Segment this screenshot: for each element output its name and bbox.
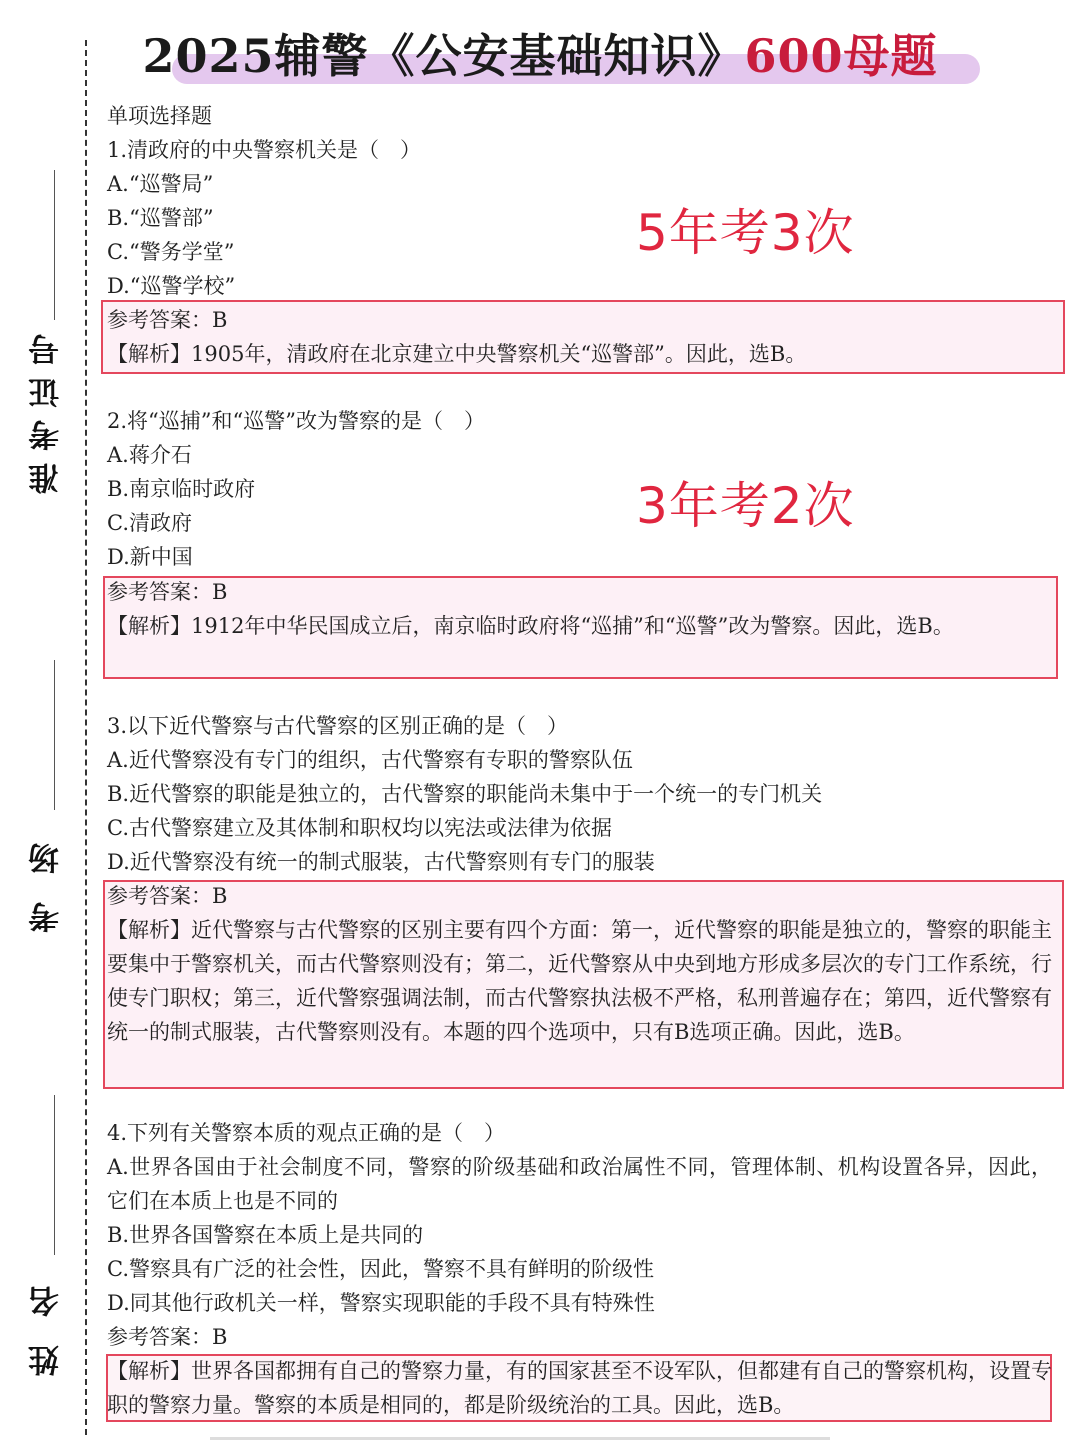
title-emphasis: 600母题: [744, 29, 938, 83]
bottom-rule: [210, 1437, 830, 1440]
option: B.近代警察的职能是独立的，古代警察的职能尚未集中于一个统一的专门机关: [107, 782, 823, 806]
option: A.世界各国由于社会制度不同，警察的阶级基础和政治属性不同，管理体制、机构设置各异，因此，它们在本质上也是不同的: [107, 1155, 1052, 1213]
title-main: 2025辅警《公安基础知识》: [142, 29, 745, 83]
page-title: [0, 20, 1080, 86]
answer-text: 参考答案：B: [107, 1325, 228, 1349]
option: C.古代警察建立及其体制和职权均以宪法或法律为依据: [107, 816, 612, 840]
analysis-text: 【解析】1905年，清政府在北京建立中央警察机关“巡警部”。因此，选B。: [107, 342, 807, 366]
question-stem: 1.清政府的中央警察机关是（ ）: [107, 138, 422, 162]
option: B.南京临时政府: [107, 477, 256, 501]
option: D.近代警察没有统一的制式服装，古代警察则有专门的服装: [107, 850, 655, 874]
title-area: [0, 14, 1080, 94]
option: B.世界各国警察在本质上是共同的: [107, 1223, 424, 1247]
option: D.“巡警学校”: [107, 274, 236, 298]
frequency-note: 5年考3次: [636, 204, 855, 262]
exam-room-blank-line: [54, 660, 55, 810]
option: C.警察具有广泛的社会性，因此，警察不具有鲜明的阶级性: [107, 1257, 654, 1281]
analysis-text: 【解析】1912年中华民国成立后，南京临时政府将“巡捕”和“巡警”改为警察。因此，选B。: [107, 614, 954, 638]
option: A.“巡警局”: [107, 172, 214, 196]
name-blank-line: [54, 1095, 55, 1255]
question-stem: 3.以下近代警察与古代警察的区别正确的是（ ）: [107, 714, 569, 738]
dashed-cut-line: [85, 40, 87, 1435]
option: A.近代警察没有专门的组织，古代警察有专职的警察队伍: [107, 748, 633, 772]
option: C.“警务学堂”: [107, 240, 235, 264]
answer-text: 参考答案：B: [107, 308, 228, 332]
frequency-note: 3年考2次: [636, 477, 855, 535]
name-label: 姓名: [29, 1258, 65, 1376]
exam-room-label: 考场: [29, 815, 65, 933]
analysis-text: 【解析】世界各国都拥有自己的警察力量，有的国家甚至不设军队，但都建有自己的警察机构，设置专职的警察力量。警察的本质是相同的，都是阶级统治的工具。因此，选B。: [107, 1359, 1052, 1417]
answer-text: 参考答案：B: [107, 884, 228, 908]
option: C.清政府: [107, 511, 192, 535]
option: D.新中国: [107, 545, 193, 569]
option: D.同其他行政机关一样，警察实现职能的手段不具有特殊性: [107, 1291, 655, 1315]
exam-id-blank-line: [54, 170, 55, 320]
question-stem: 4.下列有关警察本质的观点正确的是（ ）: [107, 1121, 506, 1145]
question-stem: 2.将“巡捕”和“巡警”改为警察的是（ ）: [107, 409, 485, 433]
option: B.“巡警部”: [107, 206, 214, 230]
analysis-text: 【解析】近代警察与古代警察的区别主要有四个方面：第一，近代警察的职能是独立的，警察的职能主要集中于警察机关，而古代警察则没有；第二，近代警察从中央到地方形成多层次的专门工作系统，行使专门职权；第三，近代警察强调法制，而古代警察执法极不严格，私刑普遍存在；第四，近代警察有统一的制式服装，古代警察则没有。本题的四个选项中，只有B选项正确。因此，选B。: [107, 918, 1052, 1044]
answer-text: 参考答案：B: [107, 580, 228, 604]
option: A.蒋介石: [107, 443, 192, 467]
section-heading: 单项选择题: [107, 104, 212, 128]
exam-id-label: 准考证号: [29, 322, 65, 494]
